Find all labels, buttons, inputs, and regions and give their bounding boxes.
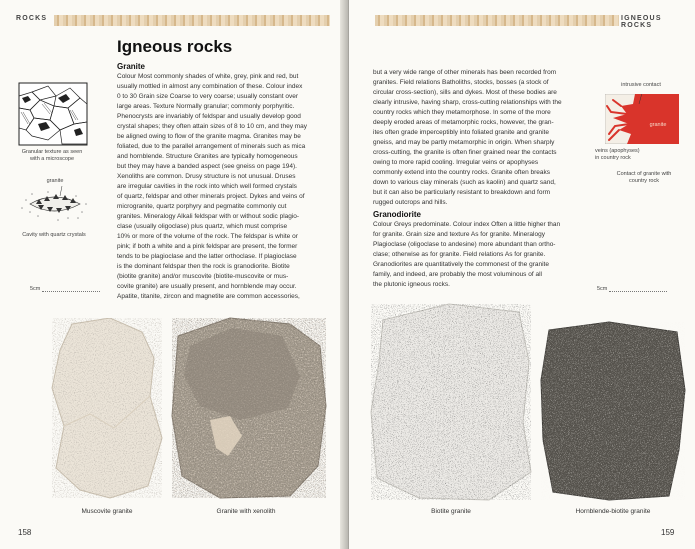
granite-text-line: 0 to 30 Grain size Coarse to very coarse; usually constant over xyxy=(117,93,299,100)
scale-bar-line-right xyxy=(609,291,667,292)
granodiorite-text-line: for granite. Grain size and texture As for granite. Mineralogy xyxy=(373,231,545,238)
hornblende-biotite-granite-photo xyxy=(539,320,687,502)
veins-label-line1: veins (apophyses) xyxy=(595,148,640,154)
granite-text-line: large areas. Texture Normally granular; commonly porphyritic. xyxy=(117,103,295,110)
granite-with-xenolith-photo xyxy=(170,316,328,500)
scale-label-right: 5cm xyxy=(597,286,608,292)
granite-text-line: microgranite, quartz porphyry and pegmatite commonly cut xyxy=(117,203,287,210)
granodiorite-text-line: the plutonic igneous rocks. xyxy=(373,281,450,288)
granite-inner-label: granite xyxy=(649,122,667,128)
cavity-granite-label: granite xyxy=(46,178,64,184)
field-relations-text-line: gneiss, and may be partly metamorphic in origin. When sharply xyxy=(373,139,555,146)
biotite-granite-photo xyxy=(369,302,533,502)
granodiorite-text-line: clase; otherwise as for granite. Field relations As for granite. xyxy=(373,251,546,258)
photo-caption-hornblende-biotite: Hornblende-biotite granite xyxy=(575,508,651,515)
field-relations-text-line: circular cross-section), sills and dykes. Most of these bodies are xyxy=(373,89,557,96)
header-band xyxy=(54,15,330,26)
granite-text-line: be aligned owing to flow of the granite magma. Granites may be xyxy=(117,133,301,140)
granite-text-line: Apatite, titanite, zircon and magnetite are common accessories, xyxy=(117,293,300,300)
intrusive-contact-label: intrusive contact xyxy=(621,82,661,88)
granite-text-line: tends to be plagioclase and the latter orthoclase. If plagioclase xyxy=(117,253,297,260)
photo-caption-biotite: Biotite granite xyxy=(431,508,471,515)
granite-text-line: is the dominant feldspar then the rock is granodiorite. Biotite xyxy=(117,263,290,270)
field-relations-text-line: granites. Field relations Batholiths, stocks, bosses (a stock of xyxy=(373,79,549,86)
contact-caption-line1: Contact of granite with xyxy=(616,171,672,177)
running-head: ROCKS xyxy=(16,15,48,22)
granite-text-line: crystal shapes; they often attain sizes of 8 to 10 cm, and they may xyxy=(117,123,308,130)
field-relations-text xyxy=(373,68,593,208)
scale-bar-left xyxy=(30,286,110,292)
field-relations-text-line: down to various clay minerals (such as kaolin) and quartz sand, xyxy=(373,179,556,186)
page-number-right: 159 xyxy=(661,528,675,537)
running-head-right: IGNEOUS ROCKS xyxy=(621,15,662,29)
granite-text-line: granites. Mineralogy Alkali feldspar with or without sodic plagio- xyxy=(117,213,300,220)
muscovite-granite-photo xyxy=(50,318,164,500)
section-heading-granodiorite: Granodiorite xyxy=(373,210,422,219)
contact-caption-line2: country rock xyxy=(629,178,659,184)
field-relations-text-line: owing to more rapid cooling. Irregular veins or apophyses xyxy=(373,159,539,166)
right-page xyxy=(349,0,695,549)
granodiorite-body-text xyxy=(373,220,593,290)
scale-label: 5cm xyxy=(30,286,41,292)
field-relations-text-line: but it can also be particularly resistant to breakdown and form xyxy=(373,189,551,196)
field-relations-text-line: ites often grade imperceptibly into foliated granite and granite xyxy=(373,129,549,136)
header-band-right xyxy=(375,15,619,26)
granular-texture-diagram xyxy=(18,82,88,146)
granite-text-line: (biotite granite) and/or muscovite (biotite-muscovite or mus- xyxy=(117,273,289,280)
left-page xyxy=(0,0,346,549)
cavity-quartz-diagram xyxy=(18,186,90,224)
cavity-caption: Cavity with quartz crystals xyxy=(22,232,86,238)
field-relations-text-line: country rocks which they metamorphose. In some of the more xyxy=(373,109,551,116)
granodiorite-text-line: Colour Greys predominate. Colour index Often a little higher than xyxy=(373,221,561,228)
granular-texture-caption-line2: with a microscope xyxy=(29,156,75,162)
field-relations-text-line: cross-cutting, the granite is often finer grained near the contacts xyxy=(373,149,557,156)
photo-caption-xenolith: Granite with xenolith xyxy=(216,508,276,515)
granodiorite-text-line: Plagioclase (oligoclase to andesine) more abundant than ortho- xyxy=(373,241,556,248)
granite-text-line: Colour Most commonly shades of white, grey, pink and red, but xyxy=(117,73,299,80)
field-relations-text-line: but a very wide range of other minerals has been recorded from xyxy=(373,69,557,76)
granite-text-line: pink; if both a white and a pink feldspar are present, the former xyxy=(117,243,298,250)
field-relations-text-line: commonly extend into the country rocks. Granite often breaks xyxy=(373,169,551,176)
granite-text-line: Phenocrysts are invariably of feldspar and usually develop good xyxy=(117,113,301,120)
veins-label-line2: in country rock xyxy=(595,155,631,161)
granite-contact-diagram xyxy=(605,94,679,144)
granite-text-line: are irregular cavities in the rock into which well formed crystals xyxy=(117,183,297,190)
scale-bar-line xyxy=(42,291,100,292)
section-heading-granite: Granite xyxy=(117,62,146,71)
granodiorite-text-line: family, and indeed, are probably the most voluminous of all xyxy=(373,271,542,278)
field-relations-text-line: rugged outcrops and hills. xyxy=(373,199,448,206)
page-title: Igneous rocks xyxy=(117,37,233,56)
granodiorite-text-line: Granodiorites are quantitatively the commonest of the granite xyxy=(373,261,549,268)
granite-text-line: foliated, due to the parallel arrangement of minerals such as mica xyxy=(117,143,306,150)
field-relations-text-line: deeply eroded areas of metamorphic rocks, however, the gran- xyxy=(373,119,554,126)
photo-caption-muscovite: Muscovite granite xyxy=(81,508,133,515)
granite-text-line: Xenoliths are common. Drusy structure is not unusual. Druses xyxy=(117,173,296,180)
scale-bar-right xyxy=(597,286,677,292)
granite-text-line: but they may have a banded aspect (see gneiss on page 194). xyxy=(117,163,297,170)
granite-text-line: and hornblende. Structure Granites are typically homogeneous xyxy=(117,153,298,160)
granite-text-line: usually mottled in almost any combination of these. Colour index xyxy=(117,83,303,90)
granite-text-line: of quartz, feldspar and other minerals project. Dykes and veins of xyxy=(117,193,305,200)
field-relations-text-line: clearly intrusive, having sharp, cross-cutting relationships with the xyxy=(373,99,562,106)
granular-texture-caption-line1: Granular texture as seen xyxy=(21,149,83,155)
granite-body-text xyxy=(117,72,329,302)
granite-text-line: clase (usually oligoclase) plus quartz, which must comprise xyxy=(117,223,288,230)
granite-text-line: 10% or more of the volume of the rock. The feldspar is white or xyxy=(117,233,298,240)
page-number-left: 158 xyxy=(18,528,32,537)
granite-text-line: covite granite) are usually present, and hornblende may occur. xyxy=(117,283,297,290)
